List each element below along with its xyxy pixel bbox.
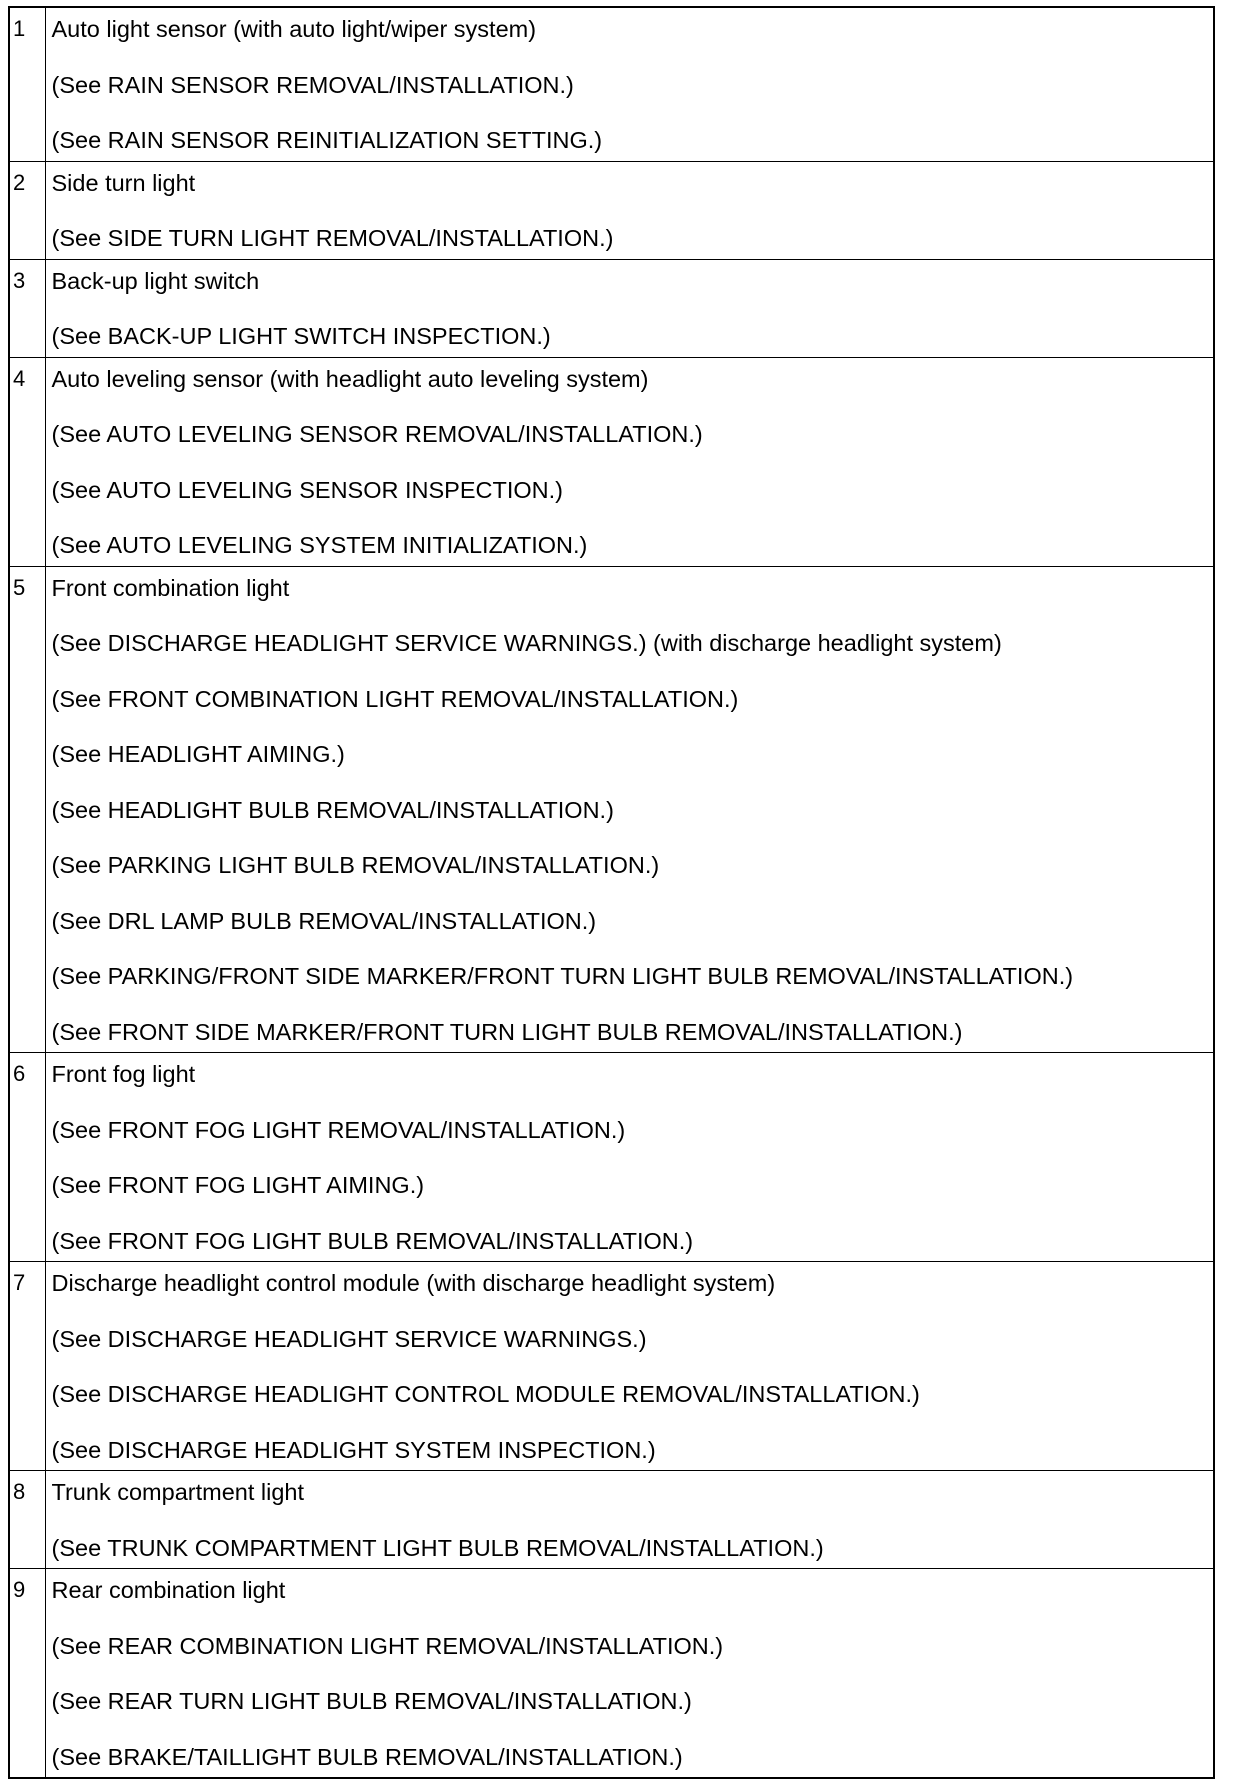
component-reference-table: [8, 6, 1215, 1779]
component-name: Trunk compartment light: [51, 1479, 304, 1505]
item-number: 2: [9, 161, 45, 259]
item-details: [45, 1569, 1214, 1779]
item-details: [45, 161, 1214, 259]
procedure-reference: (See DISCHARGE HEADLIGHT SERVICE WARNINGS.) (with discharge headlight system): [51, 630, 1002, 656]
procedure-reference: (See BACK-UP LIGHT SWITCH INSPECTION.): [51, 323, 551, 349]
procedure-reference: (See FRONT COMBINATION LIGHT REMOVAL/INSTALLATION.): [51, 685, 739, 712]
table-row: [9, 1471, 1214, 1569]
table-row: [9, 7, 1214, 161]
procedure-reference: (See SIDE TURN LIGHT REMOVAL/INSTALLATION.): [51, 225, 614, 251]
procedure-reference: (See BRAKE/TAILLIGHT BULB REMOVAL/INSTALLATION.): [51, 1743, 683, 1770]
component-name: Auto light sensor (with auto light/wiper system): [51, 16, 537, 42]
component-name: Front combination light: [51, 574, 290, 601]
item-details: [45, 357, 1214, 566]
procedure-reference: (See RAIN SENSOR REMOVAL/INSTALLATION.): [51, 71, 574, 98]
item-details: [45, 1053, 1214, 1262]
table-row: [9, 1569, 1214, 1779]
procedure-reference: (See FRONT FOG LIGHT BULB REMOVAL/INSTALLATION.): [51, 1227, 694, 1254]
procedure-reference: (See DISCHARGE HEADLIGHT SERVICE WARNINGS.): [51, 1325, 647, 1352]
procedure-reference: (See FRONT FOG LIGHT REMOVAL/INSTALLATION.): [51, 1116, 626, 1143]
procedure-reference: (See REAR COMBINATION LIGHT REMOVAL/INSTALLATION.): [51, 1632, 724, 1659]
procedure-reference: (See AUTO LEVELING SENSOR INSPECTION.): [51, 476, 563, 503]
component-name: Rear combination light: [51, 1577, 286, 1603]
procedure-reference: (See TRUNK COMPARTMENT LIGHT BULB REMOVAL/INSTALLATION.): [51, 1534, 824, 1561]
component-name: Back-up light switch: [51, 267, 260, 294]
item-number: 5: [9, 566, 45, 1053]
item-number: 7: [9, 1262, 45, 1471]
component-name: Discharge headlight control module (with discharge headlight system): [51, 1270, 776, 1296]
procedure-reference: (See REAR TURN LIGHT BULB REMOVAL/INSTALLATION.): [51, 1688, 692, 1714]
procedure-reference: (See DRL LAMP BULB REMOVAL/INSTALLATION.): [51, 907, 597, 934]
item-number: 6: [9, 1053, 45, 1262]
procedure-reference: (See AUTO LEVELING SENSOR REMOVAL/INSTALLATION.): [51, 421, 703, 447]
item-details: [45, 1262, 1214, 1471]
procedure-reference: (See HEADLIGHT BULB REMOVAL/INSTALLATION.): [51, 796, 614, 823]
component-name: Auto leveling sensor (with headlight auto leveling system): [51, 365, 649, 392]
procedure-reference: (See PARKING LIGHT BULB REMOVAL/INSTALLATION.): [51, 852, 660, 878]
procedure-reference: (See FRONT SIDE MARKER/FRONT TURN LIGHT BULB REMOVAL/INSTALLATION.): [51, 1018, 963, 1045]
procedure-reference: (See PARKING/FRONT SIDE MARKER/FRONT TURN LIGHT BULB REMOVAL/INSTALLATION.): [51, 963, 1074, 989]
table-row: [9, 259, 1214, 357]
table-row: [9, 566, 1214, 1053]
table-row: [9, 161, 1214, 259]
item-number: 9: [9, 1569, 45, 1779]
table-body: [9, 7, 1214, 1778]
item-number: 4: [9, 357, 45, 566]
item-number: 8: [9, 1471, 45, 1569]
item-number: 1: [9, 7, 45, 161]
item-details: [45, 7, 1214, 161]
procedure-reference: (See FRONT FOG LIGHT AIMING.): [51, 1172, 425, 1198]
procedure-reference: (See DISCHARGE HEADLIGHT SYSTEM INSPECTION.): [51, 1436, 656, 1463]
item-number: 3: [9, 259, 45, 357]
table-row: [9, 1262, 1214, 1471]
item-details: [45, 259, 1214, 357]
table-row: [9, 357, 1214, 566]
component-name: Front fog light: [51, 1061, 196, 1087]
item-details: [45, 566, 1214, 1053]
procedure-reference: (See DISCHARGE HEADLIGHT CONTROL MODULE REMOVAL/INSTALLATION.): [51, 1381, 920, 1407]
procedure-reference: (See AUTO LEVELING SYSTEM INITIALIZATION.): [51, 532, 588, 558]
table-row: [9, 1053, 1214, 1262]
component-name: Side turn light: [51, 169, 196, 196]
procedure-reference: (See HEADLIGHT AIMING.): [51, 741, 345, 767]
procedure-reference: (See RAIN SENSOR REINITIALIZATION SETTING.): [51, 127, 603, 153]
item-details: [45, 1471, 1214, 1569]
